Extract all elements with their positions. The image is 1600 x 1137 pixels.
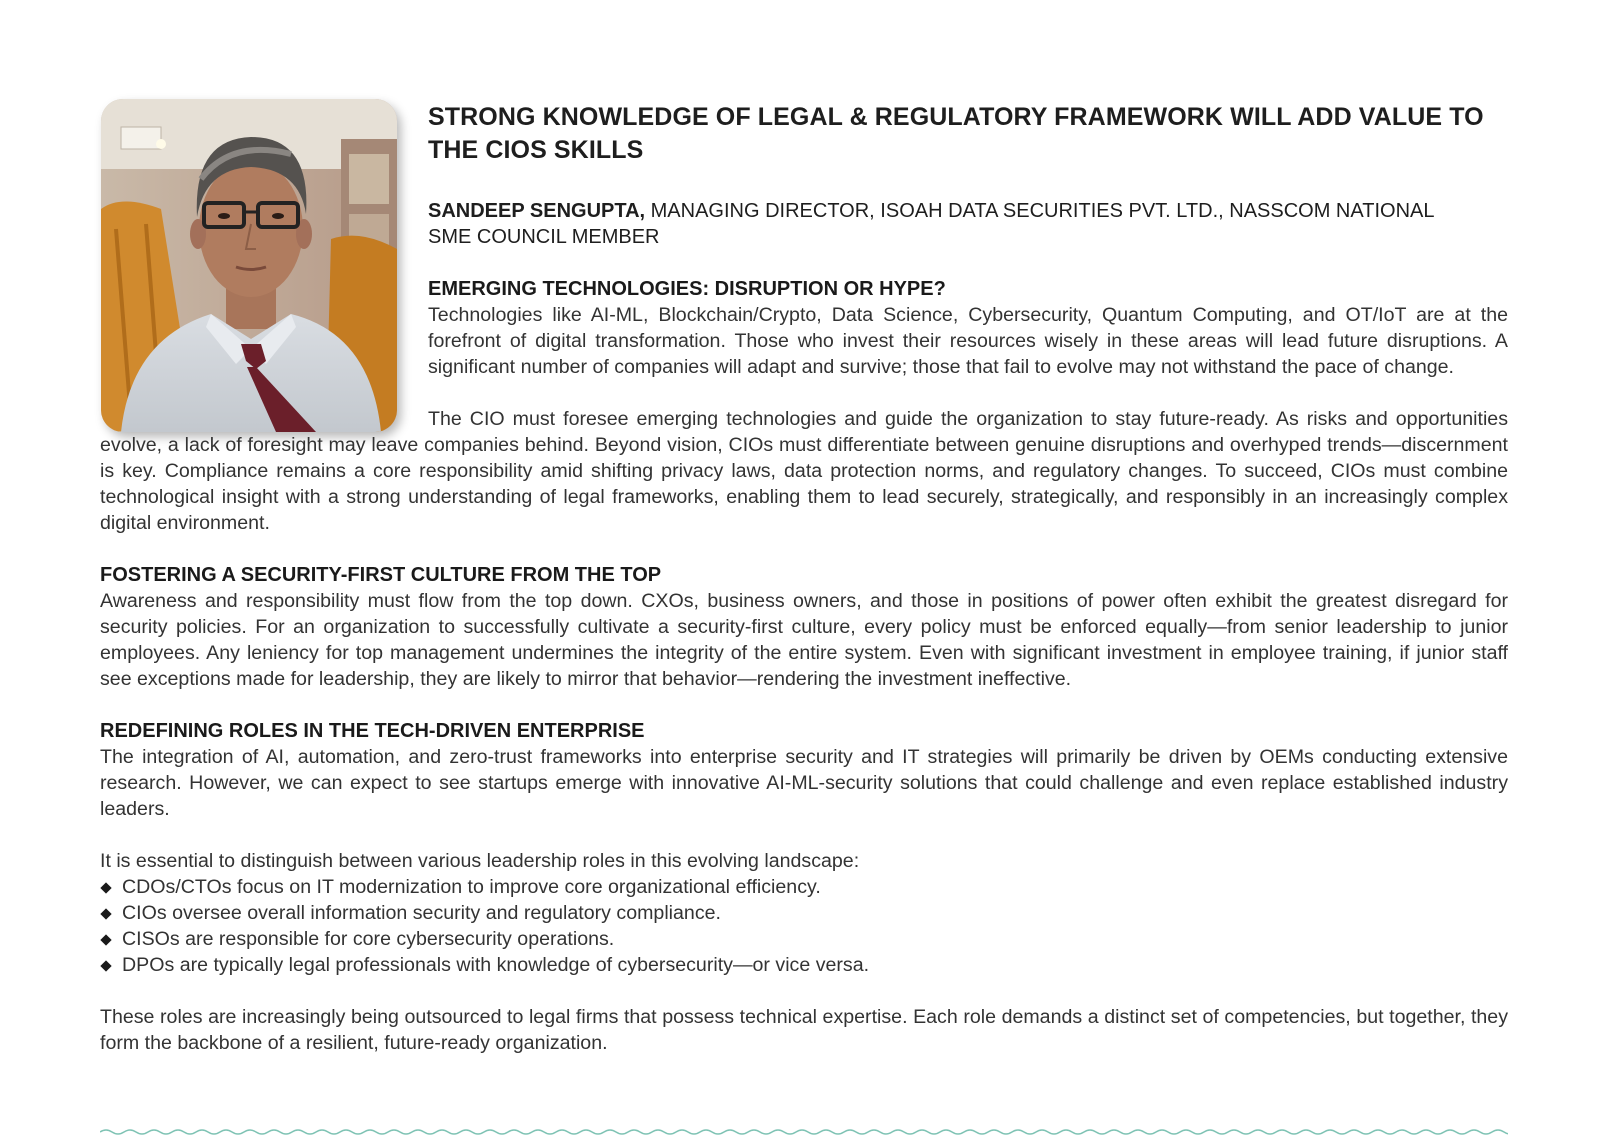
- author-byline: [428, 198, 1478, 250]
- section-heading-culture: FOSTERING A SECURITY-FIRST CULTURE FROM THE TOP: [100, 564, 662, 586]
- intro-block: [428, 276, 1508, 380]
- diamond-bullet-icon: [100, 908, 111, 919]
- diamond-bullet-icon: [100, 960, 111, 971]
- section-heading-emerging: EMERGING TECHNOLOGIES: DISRUPTION OR HYPE?: [428, 278, 946, 300]
- article-body: [100, 276, 1508, 1056]
- paragraph-culture-1: Awareness and responsibility must flow from the top down. CXOs, business owners, and those in positions of power often exhibit the greatest disregard for security policies. For an organization to successfully cultivate a security-first culture, every policy must be enforced equally—from senior leadership to junior employees. Any leniency for top management undermines the integrity of the entire system. Even with significant investment in employee training, if junior staff see exceptions made for leadership, they are likely to mirror that behavior—rendering the investment ineffective.: [100, 590, 1508, 690]
- decorative-wave-divider: [100, 1128, 1508, 1136]
- section-heading-roles: REDEFINING ROLES IN THE TECH-DRIVEN ENTERPRISE: [100, 720, 645, 742]
- list-item: CIOs oversee overall information security and regulatory compliance.: [100, 900, 1508, 926]
- list-item: DPOs are typically legal professionals with knowledge of cybersecurity—or vice versa.: [100, 952, 1508, 978]
- paragraph-emerging-2: The CIO must foresee emerging technologies and guide the organization to stay future-ready. As risks and opportunities evolve, a lack of foresight may leave companies behind. Beyond vision, CIOs must differentiate between genuine disruptions and overhyped trends—discernment is key. Compliance remains a core responsibility amid shifting privacy laws, data protection norms, and regulatory changes. To succeed, CIOs must combine technological insight with a strong understanding of legal frameworks, enabling them to lead securely, strategically, and responsibly in an increasingly complex digital environment.: [100, 408, 1508, 534]
- author-role: MANAGING DIRECTOR, ISOAH DATA SECURITIES PVT. LTD., NASSCOM NATIONAL SME COUNCIL MEMBER: [428, 200, 1434, 248]
- list-item: CISOs are responsible for core cybersecurity operations.: [100, 926, 1508, 952]
- paragraph-roles-3: These roles are increasingly being outsourced to legal firms that possess technical expertise. Each role demands a distinct set of competencies, but together, they form the backbone of a resilient, future-ready organization.: [100, 1006, 1508, 1054]
- article-title: STRONG KNOWLEDGE OF LEGAL & REGULATORY FRAMEWORK WILL ADD VALUE TO THE CIOS SKILLS: [428, 103, 1484, 164]
- diamond-bullet-icon: [100, 882, 111, 893]
- roles-bullet-list: [100, 874, 1508, 978]
- paragraph-emerging-1: Technologies like AI-ML, Blockchain/Crypto, Data Science, Cybersecurity, Quantum Computing, and OT/IoT are at the forefront of digital transformation. Those who invest their resources wisely in these areas will lead future disruptions. A significant number of companies will adapt and survive; those that fail to evolve may not withstand the pace of change.: [428, 304, 1508, 378]
- author-name: SANDEEP SENGUPTA,: [428, 200, 646, 222]
- paragraph-roles-2: It is essential to distinguish between various leadership roles in this evolving landscape:: [100, 850, 860, 872]
- paragraph-roles-1: The integration of AI, automation, and zero-trust frameworks into enterprise security and IT strategies will primarily be driven by OEMs conducting extensive research. However, we can expect to see startups emerge with innovative AI-ML-security solutions that could challenge and even replace established industry leaders.: [100, 746, 1508, 820]
- diamond-bullet-icon: [100, 934, 111, 945]
- list-item: CDOs/CTOs focus on IT modernization to improve core organizational efficiency.: [100, 874, 1508, 900]
